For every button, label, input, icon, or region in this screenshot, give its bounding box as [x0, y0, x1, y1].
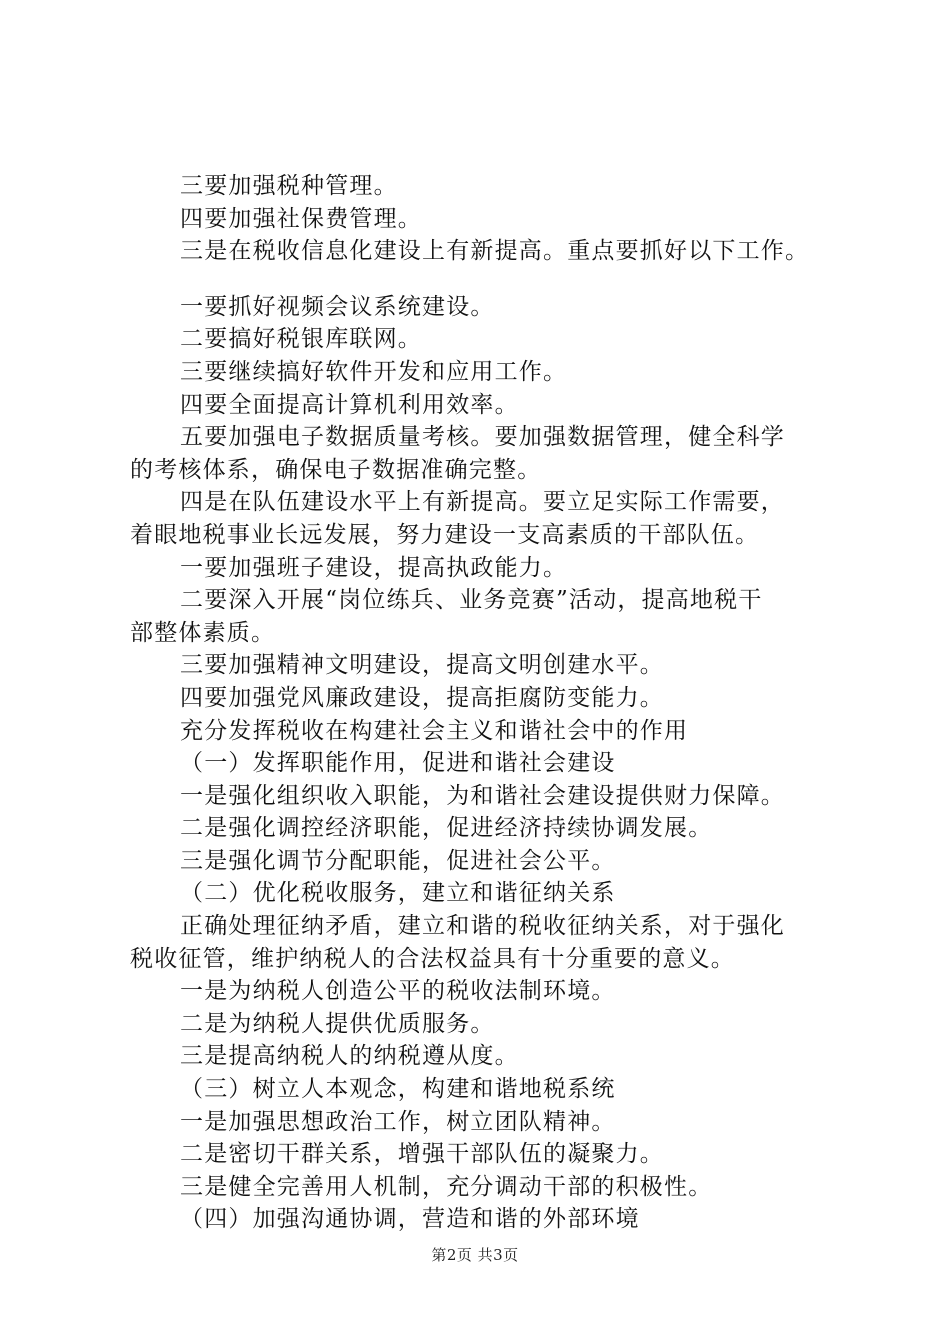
subsection-heading: （一）发挥职能作用，促进和谐社会建设 [180, 750, 616, 777]
page-number-footer: 第2页 共3页 [431, 1246, 519, 1264]
paragraph-line: 五要加强电子数据质量考核。要加强数据管理，健全科学 [180, 424, 785, 451]
subsection-heading: （二）优化税收服务，建立和谐征纳关系 [180, 880, 616, 907]
paragraph-line: 四是在队伍建设水平上有新提高。要立足实际工作需要， [180, 489, 785, 516]
paragraph-line: 二是为纳税人提供优质服务。 [180, 1010, 495, 1037]
paragraph-line: 三要加强精神文明建设，提高文明创建水平。 [180, 652, 664, 679]
paragraph-line: 三要继续搞好软件开发和应用工作。 [180, 358, 568, 385]
document-body [130, 170, 850, 1236]
paragraph-line: 的考核体系，确保电子数据准确完整。 [130, 456, 542, 483]
paragraph-line: 一是为纳税人创造公平的税收法制环境。 [180, 978, 616, 1005]
paragraph-line: 三要加强税种管理。 [180, 173, 398, 199]
paragraph-line: 四要加强社保费管理。 [180, 205, 422, 232]
paragraph-line: 一要抓好视频会议系统建设。 [180, 293, 495, 320]
section-heading: 充分发挥税收在构建社会主义和谐社会中的作用 [180, 717, 689, 744]
subsection-heading: （四）加强沟通协调，营造和谐的外部环境 [180, 1206, 640, 1233]
paragraph-line: 一是强化组织收入职能，为和谐社会建设提供财力保障。 [180, 782, 785, 809]
paragraph-line: 二是强化调控经济职能，促进经济持续协调发展。 [180, 815, 713, 842]
paragraph-line: 部整体素质。 [130, 619, 276, 646]
paragraph-line: 二是密切干群关系，增强干部队伍的凝聚力。 [180, 1141, 664, 1168]
paragraph-line: 四要全面提高计算机利用效率。 [180, 391, 519, 418]
paragraph-gap [130, 268, 850, 291]
paragraph-line: 三是强化调节分配职能，促进社会公平。 [180, 847, 616, 874]
paragraph-line: 正确处理征纳矛盾，建立和谐的税收征纳关系，对于强化 [180, 913, 785, 940]
subsection-heading: （三）树立人本观念，构建和谐地税系统 [180, 1076, 616, 1103]
paragraph-line: 一要加强班子建设，提高执政能力。 [180, 554, 568, 581]
paragraph-line: 着眼地税事业长远发展，努力建设一支高素质的干部队伍。 [130, 521, 760, 548]
paragraph-line: 三是健全完善用人机制，充分调动干部的积极性。 [180, 1173, 713, 1200]
paragraph-line: 三是在税收信息化建设上有新提高。重点要抓好以下工作。 [180, 238, 810, 265]
paragraph-line: 三是提高纳税人的纳税遵从度。 [180, 1043, 519, 1070]
paragraph-line: 二要深入开展“岗位练兵、业务竞赛”活动，提高地税干 [180, 587, 763, 614]
paragraph-line: 一是加强思想政治工作，树立团队精神。 [180, 1108, 616, 1135]
paragraph-line: 二要搞好税银库联网。 [180, 326, 422, 353]
paragraph-line: 四要加强党风廉政建设，提高拒腐防变能力。 [180, 684, 664, 711]
paragraph-line: 税收征管，维护纳税人的合法权益具有十分重要的意义。 [130, 945, 735, 972]
